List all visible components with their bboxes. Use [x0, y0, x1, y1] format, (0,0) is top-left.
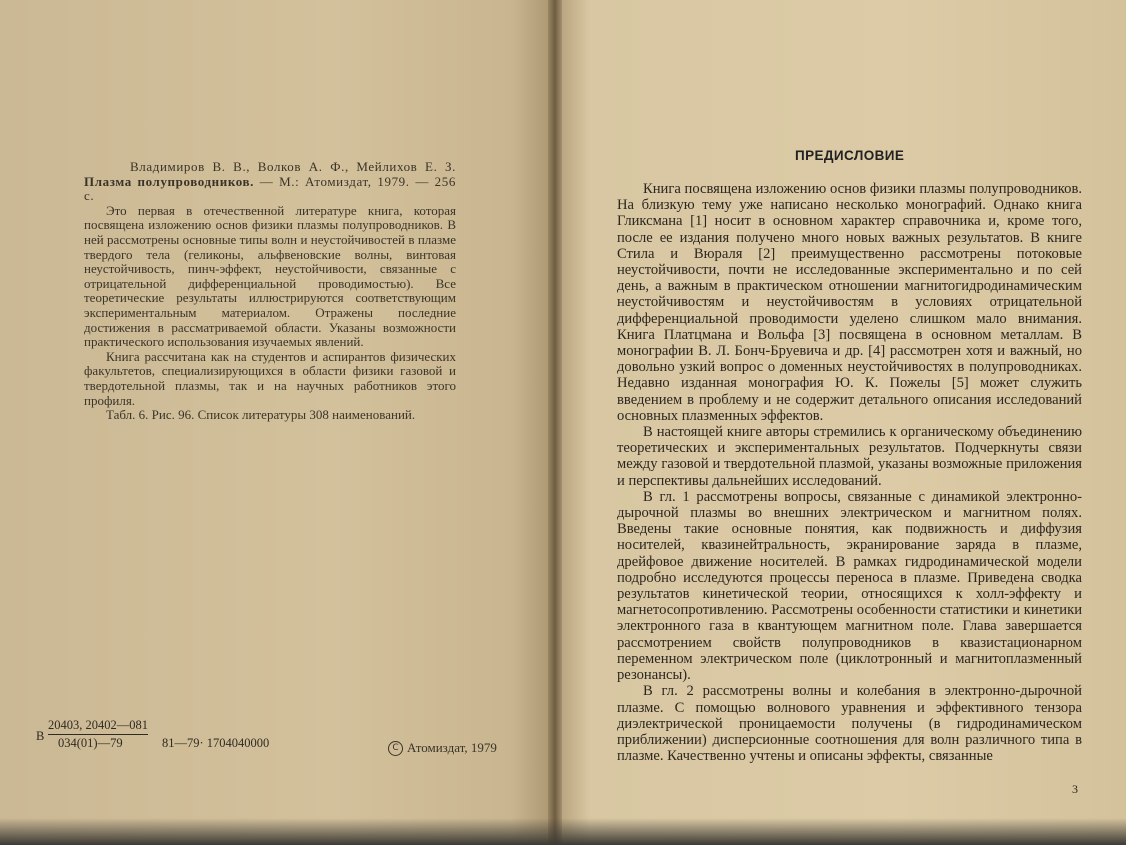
catalog-code-denominator: 034(01)—79 [58, 736, 123, 750]
annotation-citation [84, 160, 456, 204]
book-spine [548, 0, 562, 845]
annotation-book-title: Плазма полупроводников. [84, 173, 255, 189]
catalog-code-numerator: 20403, 20402—081 [48, 718, 148, 735]
preface-heading: ПРЕДИСЛОВИЕ [795, 148, 905, 163]
annotation-authors: Владимиров В. В., Волков А. Ф., Мейлихов Е. З. [130, 159, 456, 174]
bottom-shadow [0, 818, 1126, 845]
preface-paragraph: В гл. 2 рассмотрены волны и колебания в электронно-дырочной плазме. С помощью волнового уравнения и эффективного тензора диэлектрической проницаемости получены (в гидродинамическом приближении) дисперсионные соотношения для волн различного типа в плазме. Качественно учтены и описаны эффекты, связанные [617, 683, 1082, 765]
bibliographic-annotation [84, 160, 456, 423]
annotation-paragraph: Табл. 6. Рис. 96. Список литературы 308 наименований. [106, 407, 416, 423]
copyright-text: Атомиздат, 1979 [407, 740, 497, 755]
catalog-code-suffix: 81—79· 1704040000 [162, 736, 270, 750]
annotation-imprint: — М.: Атомиздат, 1979. — 256 с. [84, 173, 456, 204]
preface-body [617, 181, 1082, 764]
annotation-paragraph: Книга рассчитана как на студентов и аспирантов физических факультетов, специализирующихся в области физики газовой и твердотельной плазмы, так и на научных работников этого профиля. [84, 348, 456, 408]
copyright-icon: C [388, 741, 403, 756]
catalog-code [36, 718, 336, 768]
catalog-code-prefix: В [36, 729, 45, 743]
preface-paragraph: В гл. 1 рассмотрены вопросы, связанные с динамикой электронно-дырочной плазмы во внешних электрическом и магнитном полях. Введены такие основные понятия, как подвижность и диффузия носителей, квазинейтральность, экранирование заряда в плазме, дрейфовое движение носителей. В рамках гидродинамической модели подробно исследуются процессы переноса в плазме. Приведена сводка результатов кинетической теории, относящихся к холл-эффекту и магнетосопротивлению. Рассмотрены особенности статистики и кинетики электронного газа в квантующем магнитном поле. Глава завершается рассмотрением свойств полупроводников в квазистационарном переменном электрическом поле (циклотронный и магнитоплазменный резонансы). [617, 488, 1082, 684]
preface-paragraph: Книга посвящена изложению основ физики плазмы полупроводников. На близкую тему уже написано несколько монографий. Однако книга Гликсмана [1] носит в основном характер справочника и, кроме того, после ее издания получено много новых важных результатов. В книге Стила и Вюраля [2] преимущественно рассмотрены потоковые неустойчивости, почти не исследованные экспериментально и по сей день, а важным в практическом отношении магнитогидродинамическим неустойчивостям и неустойчивостям в условиях отрицательной дифференциальной проводимости уделено слишком мало внимания. Книга Платцмана и Вольфа [3] посвящена в основном металлам. В монографии В. Л. Бонч-Бруевича и др. [4] рассмотрен хотя и важный, но довольно узкий вопрос о доменных неустойчивостях в полупроводниках. Недавно изданная монография Ю. К. Пожелы [5] может служить введением в проблему и не содержит детального описания исследований основных плазменных эффектов. [617, 181, 1082, 424]
page-number: 3 [1072, 782, 1078, 796]
annotation-paragraph: Это первая в отечественной литературе книга, которая посвящена изложению основ физики плазмы полупроводников. В ней рассмотрены основные типы волн и неустойчивостей в плазме твердого тела (геликоны, альфвеновские волны, винтовая неустойчивость, пинч-эффект, неустойчивости, связанные с отрицательной дифференциальной проводимостью). Все теоретические результаты иллюстрируются соответствующим экспериментальным материалом. Отражены последние достижения в рассматриваемой области. Указаны возможности практического использования изучаемых явлений. [84, 202, 456, 350]
preface-paragraph: В настоящей книге авторы стремились к органическому объединению теоретических и экспериментальных результатов. Подчеркнуты связи между газовой и твердотельной плазмой, указаны возможные приложения и перспективы дальнейших исследований. [617, 424, 1082, 489]
copyright-line [388, 740, 497, 756]
